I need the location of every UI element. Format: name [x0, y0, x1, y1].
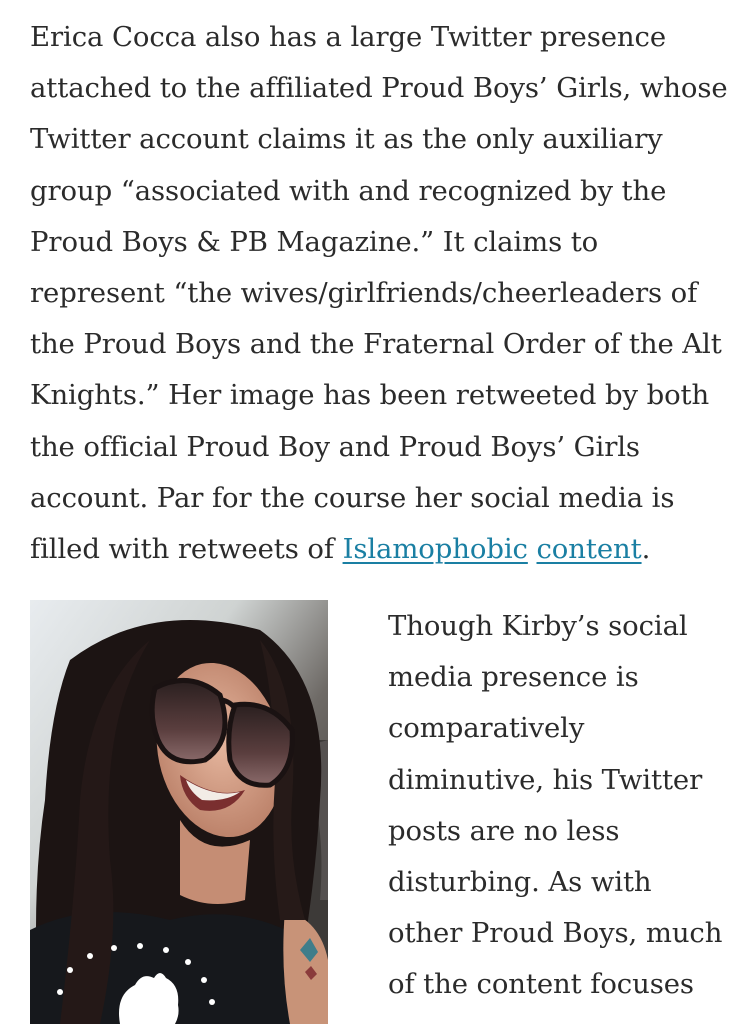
text-line: comparatively	[388, 712, 585, 745]
text-fragment: filled with retweets of	[30, 533, 343, 566]
content-link[interactable]: content	[536, 533, 642, 566]
text-line: Twitter account claims it as the only auxiliary	[30, 123, 663, 156]
text-line: represent “the wives/girlfriends/cheerleaders of	[30, 277, 698, 310]
text-line: Knights.” Her image has been retweeted by both	[30, 379, 710, 412]
paragraph-kirby	[388, 601, 743, 1011]
paragraph-erica-cocca	[30, 12, 740, 575]
text-line: the Proud Boys and the Fraternal Order of the Alt	[30, 328, 722, 361]
text-line: other Proud Boys, much	[388, 917, 723, 950]
text-line: diminutive, his Twitter	[388, 763, 703, 796]
text-line: media presence is	[388, 661, 639, 694]
text-line: account. Par for the course her social media is	[30, 481, 675, 514]
text-line: Erica Cocca also has a large Twitter presence	[30, 21, 667, 53]
text-line: Proud Boys & PB Magazine.” It claims to	[30, 225, 599, 258]
photo-illustration	[30, 600, 328, 1024]
text-line: attached to the affiliated Proud Boys’ Girls, whose	[30, 72, 728, 105]
text-line-last	[30, 524, 740, 575]
islamophobic-link[interactable]: Islamophobic	[342, 533, 528, 566]
text-fragment: .	[641, 533, 651, 566]
article-photo	[30, 600, 328, 1024]
text-line: disturbing. As with	[388, 866, 652, 899]
text-line: posts are no less	[388, 814, 620, 847]
text-line: of the content focuses	[388, 968, 694, 1001]
text-line: Though Kirby’s social	[388, 610, 688, 642]
text-line: group “associated with and recognized by the	[30, 174, 667, 207]
text-fragment	[528, 533, 537, 565]
text-line: the official Proud Boy and Proud Boys’ Girls	[30, 430, 640, 463]
